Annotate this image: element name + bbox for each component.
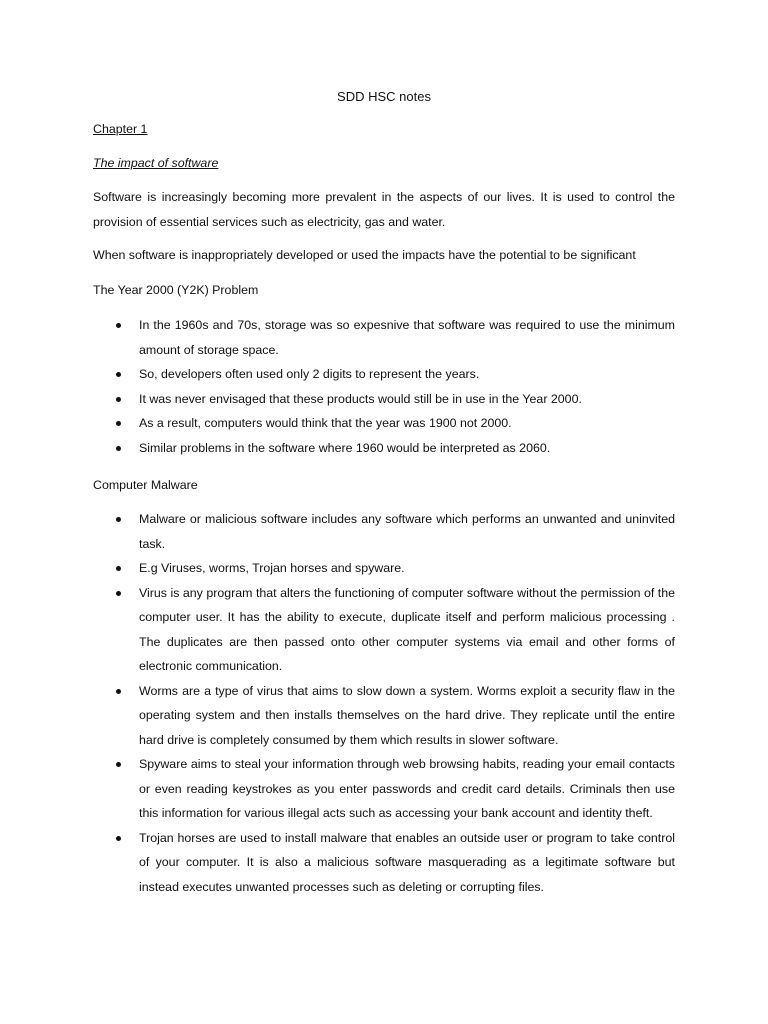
bullet-icon [116, 446, 121, 451]
list-item-text: So, developers often used only 2 digits to represent the years. [139, 367, 480, 381]
list-item-text: E.g Viruses, worms, Trojan horses and spyware. [139, 561, 405, 575]
list-item-text: Similar problems in the software where 1960 would be interpreted as 2060. [139, 440, 551, 455]
bullet-icon [116, 591, 121, 596]
bullet-icon [116, 372, 121, 377]
list-item [93, 752, 675, 826]
list-item [93, 826, 675, 900]
y2k-heading: The Year 2000 (Y2K) Problem [93, 283, 259, 297]
list-item [93, 507, 675, 556]
spyware-term: Spyware [139, 757, 188, 771]
bullet-icon [116, 517, 121, 522]
virus-description: is any program that alters the functioning of computer software without the permission of the computer user. It has the ability to execute, duplicate itself and perform malicious processing . The duplicates are then passed onto other computer systems via email and other forms of electronic communication. [139, 585, 675, 673]
y2k-bullet-list [93, 313, 675, 460]
bullet-icon [116, 421, 121, 426]
page-title: SDD HSC notes [337, 89, 431, 104]
list-item [93, 387, 675, 412]
list-item [93, 411, 675, 436]
list-item [93, 362, 675, 387]
chapter-heading: Chapter 1 [93, 122, 148, 136]
bullet-icon [116, 762, 121, 767]
bullet-icon [116, 323, 121, 328]
spyware-description: aims to steal your information through web browsing habits, reading your email contacts or even reading keystrokes as you enter passwords and credit card details. Criminals then use this information for various illegal acts such as accessing your bank account and identity theft. [139, 757, 675, 820]
impact-paragraph: When software is inappropriately developed or used the impacts have the potential to be significant [93, 248, 636, 262]
trojan-description: are used to install malware that enables an outside user or program to take control of your computer. It is also a malicious software masquerading as a legitimate software but instead executes unwanted processes such as deleting or corrupting files. [139, 830, 675, 894]
virus-term: Virus [139, 585, 168, 600]
trojan-term: Trojan horses [139, 830, 215, 845]
list-item [93, 581, 675, 679]
malware-bullet-list [93, 507, 675, 899]
worms-description: are a type of virus that aims to slow down a system. Worms exploit a security flaw in the operating system and then installs themselves on the hard drive. They replicate until the entire hard drive is completely consumed by them which results in slower software. [139, 683, 675, 747]
intro-paragraph: Software is increasingly becoming more prevalent in the aspects of our lives. It is used to control the provision of essential services such as electricity, gas and water. [93, 190, 675, 229]
section-heading: The impact of software [93, 156, 219, 170]
malware-heading: Computer Malware [93, 478, 198, 492]
list-item [93, 313, 675, 362]
list-item [93, 436, 675, 461]
list-item [93, 679, 675, 753]
bullet-icon [116, 836, 121, 841]
worms-term: Worms [139, 683, 179, 698]
list-item-text: It was never envisaged that these products would still be in use in the Year 2000. [139, 391, 582, 406]
list-item-text: As a result, computers would think that the year was 1900 not 2000. [139, 416, 512, 430]
list-item [93, 556, 675, 581]
bullet-icon [116, 566, 121, 571]
bullet-icon [116, 397, 121, 402]
list-item-text: In the 1960s and 70s, storage was so expesnive that software was required to use the minimum amount of storage space. [139, 318, 675, 357]
list-item-text: Malware or malicious software includes any software which performs an unwanted and uninvited task. [139, 512, 675, 551]
bullet-icon [116, 689, 121, 694]
